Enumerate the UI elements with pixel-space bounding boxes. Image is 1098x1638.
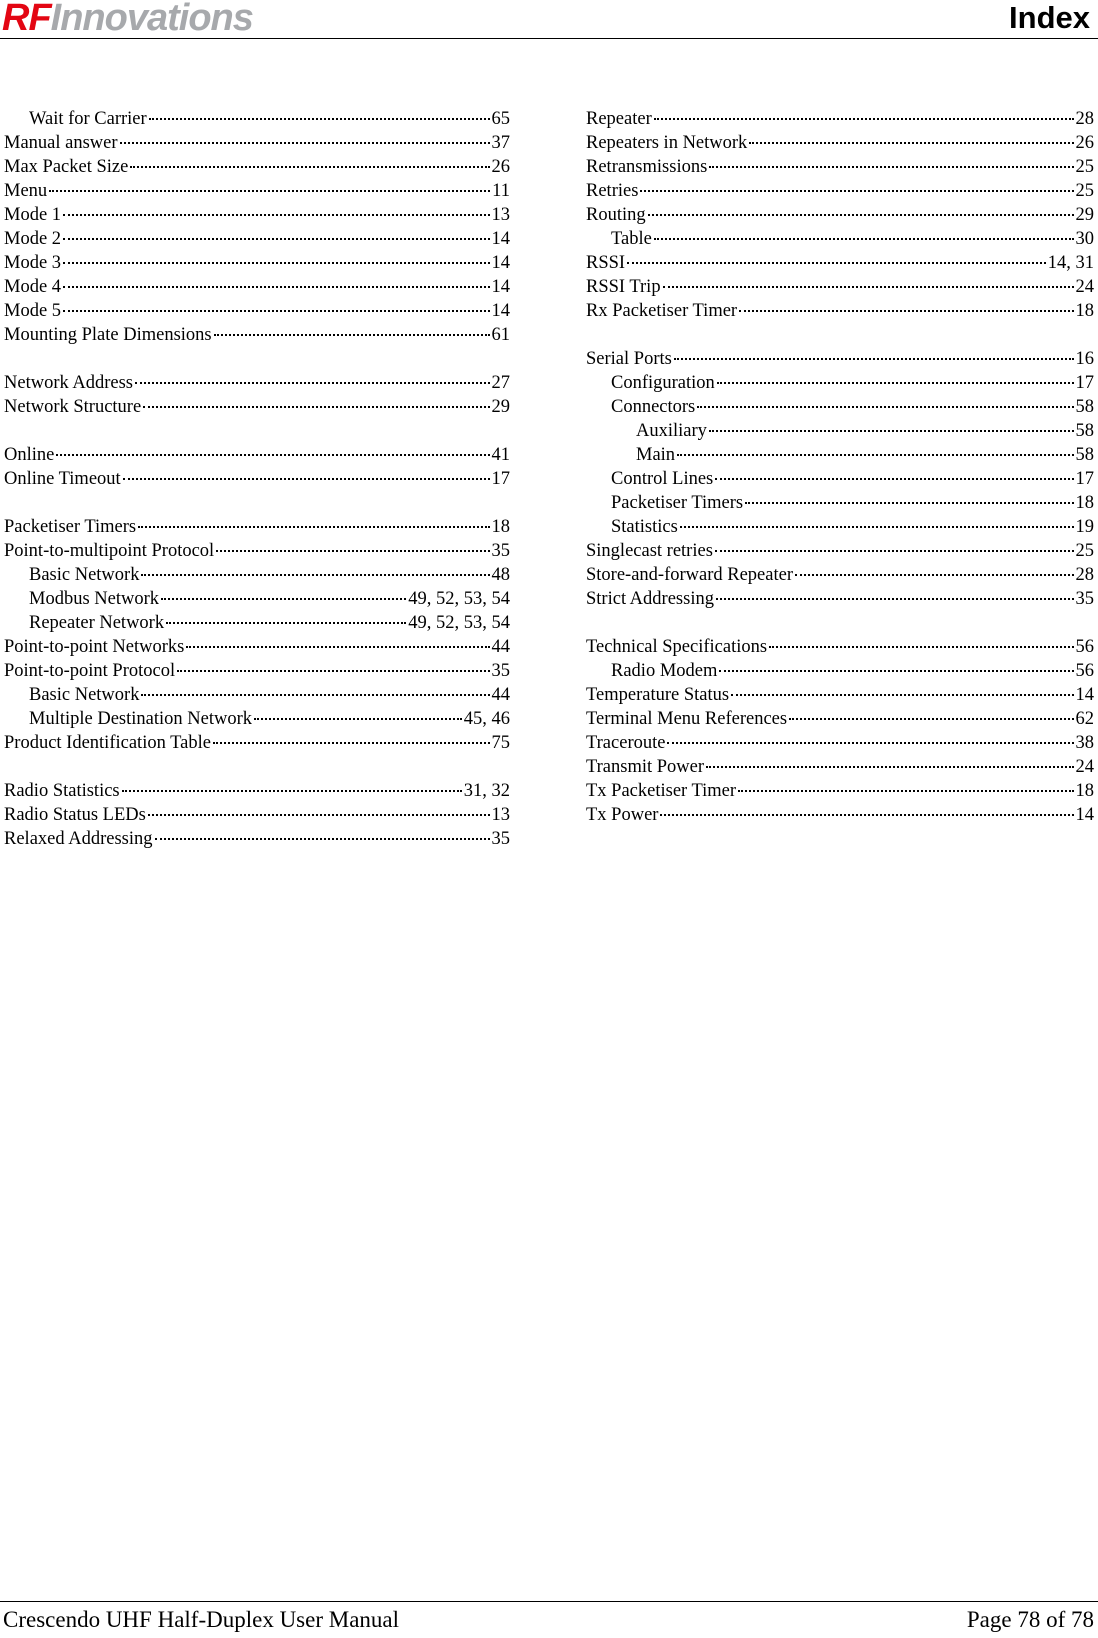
index-term: Product Identification Table (4, 733, 211, 753)
index-term: Basic Network (29, 565, 140, 585)
dot-leader (49, 190, 490, 192)
dot-leader (166, 622, 406, 624)
index-page-numbers: 14 (491, 229, 510, 249)
index-term: Mode 2 (4, 229, 62, 249)
index-page-numbers: 13 (491, 205, 510, 225)
page-title: Index (1009, 0, 1090, 35)
index-entry (4, 635, 510, 659)
index-page-numbers: 30 (1075, 229, 1094, 249)
index-page-numbers: 16 (1075, 349, 1094, 369)
index-page-numbers: 58 (1075, 397, 1094, 417)
index-entry (586, 251, 1094, 275)
dot-leader (63, 262, 489, 264)
index-term: Packetiser Timers (4, 517, 137, 537)
logo-innovations-text: Innovations (50, 0, 253, 39)
index-subentry (4, 587, 510, 611)
index-entry (4, 731, 510, 755)
index-group-spacer (586, 611, 1094, 635)
index-subentry (586, 515, 1094, 539)
index-entry (586, 683, 1094, 707)
index-term: Max Packet Size (4, 157, 129, 177)
index-entry (4, 467, 510, 491)
dot-leader (186, 646, 489, 648)
index-subentry (586, 443, 1094, 467)
index-entry (586, 347, 1094, 371)
dot-leader (141, 574, 489, 576)
index-group-spacer (586, 323, 1094, 347)
index-entry (4, 803, 510, 827)
index-page-numbers: 17 (1075, 373, 1094, 393)
index-entry (4, 779, 510, 803)
index-subentry (586, 419, 1094, 443)
index-term: Radio Status LEDs (4, 805, 146, 825)
dot-leader (120, 142, 490, 144)
dot-leader (149, 118, 490, 120)
index-group-spacer (4, 419, 510, 443)
index-page-numbers: 13 (491, 805, 510, 825)
index-term: Online Timeout (4, 469, 121, 489)
index-group-spacer (4, 491, 510, 515)
dot-leader (709, 166, 1073, 168)
index-term: Network Structure (4, 397, 142, 417)
index-term: Point-to-point Protocol (4, 661, 176, 681)
index-entry (4, 515, 510, 539)
index-subentry (586, 659, 1094, 683)
index-entry (4, 371, 510, 395)
index-page-numbers: 17 (491, 469, 510, 489)
index-page-numbers: 56 (1075, 637, 1094, 657)
index-entry (586, 299, 1094, 323)
dot-leader (769, 646, 1073, 648)
index-entry (586, 203, 1094, 227)
index-subentry (586, 467, 1094, 491)
index-page-numbers: 37 (491, 133, 510, 153)
index-term: Repeater Network (29, 613, 165, 633)
dot-leader (177, 670, 489, 672)
index-page-numbers: 38 (1075, 733, 1094, 753)
index-entry (586, 779, 1094, 803)
index-page-numbers: 24 (1075, 757, 1094, 777)
index-page-numbers: 49, 52, 53, 54 (408, 589, 510, 609)
index-page-numbers: 14, 31 (1047, 253, 1094, 273)
index-term: Menu (4, 181, 48, 201)
logo-rf-text: RF (2, 0, 51, 39)
index-page-numbers: 25 (1075, 541, 1094, 561)
index-entry (4, 299, 510, 323)
dot-leader (56, 454, 489, 456)
dot-leader (130, 166, 489, 168)
index-page-numbers: 62 (1075, 709, 1094, 729)
index-term: Point-to-multipoint Protocol (4, 541, 215, 561)
index-term: Mounting Plate Dimensions (4, 325, 212, 345)
index-term: Radio Statistics (4, 781, 120, 801)
index-page-numbers: 25 (1075, 157, 1094, 177)
dot-leader (122, 790, 462, 792)
index-subentry (4, 707, 510, 731)
index-term: Retries (586, 181, 639, 201)
dot-leader (738, 790, 1073, 792)
index-page-numbers: 24 (1075, 277, 1094, 297)
dot-leader (654, 238, 1074, 240)
index-entry (586, 755, 1094, 779)
index-entry (4, 539, 510, 563)
dot-leader (717, 382, 1074, 384)
index-term: RSSI (586, 253, 626, 273)
index-entry (586, 803, 1094, 827)
dot-leader (123, 478, 490, 480)
index-entry (4, 179, 510, 203)
dot-leader (138, 526, 489, 528)
index-page-numbers: 19 (1075, 517, 1094, 537)
index-term: Point-to-point Networks (4, 637, 185, 657)
index-term: Network Address (4, 373, 133, 393)
index-entry (586, 155, 1094, 179)
dot-leader (731, 694, 1073, 696)
dot-leader (63, 286, 489, 288)
dot-leader (716, 598, 1074, 600)
index-page-numbers: 48 (491, 565, 510, 585)
dot-leader (660, 814, 1073, 816)
index-subentry (586, 491, 1094, 515)
index-term: Configuration (611, 373, 715, 393)
index-page-numbers: 29 (491, 397, 510, 417)
dot-leader (719, 670, 1073, 672)
index-term: Temperature Status (586, 685, 730, 705)
index-page-numbers: 44 (491, 637, 510, 657)
index-column-left (4, 107, 510, 851)
index-term: Modbus Network (29, 589, 160, 609)
index-page-numbers: 75 (491, 733, 510, 753)
index-page-numbers: 14 (491, 301, 510, 321)
index-page-numbers: 25 (1075, 181, 1094, 201)
index-page-numbers: 35 (1075, 589, 1094, 609)
index-page-numbers: 45, 46 (463, 709, 510, 729)
dot-leader (648, 214, 1074, 216)
index-subentry (4, 563, 510, 587)
dot-leader (254, 718, 462, 720)
dot-leader (627, 262, 1046, 264)
index-page-numbers: 28 (1075, 109, 1094, 129)
index-term: Repeaters in Network (586, 133, 748, 153)
index-page-numbers: 17 (1075, 469, 1094, 489)
index-entry (586, 635, 1094, 659)
dot-leader (214, 334, 490, 336)
dot-leader (680, 526, 1074, 528)
dot-leader (216, 550, 489, 552)
dot-leader (697, 406, 1073, 408)
index-entry (4, 155, 510, 179)
index-entry (586, 707, 1094, 731)
index-term: RSSI Trip (586, 277, 661, 297)
index-term: Online (4, 445, 55, 465)
index-page-numbers: 14 (491, 253, 510, 273)
index-entry (586, 275, 1094, 299)
dot-leader (674, 358, 1074, 360)
index-term: Traceroute (586, 733, 666, 753)
dot-leader (667, 742, 1073, 744)
index-term: Mode 1 (4, 205, 62, 225)
index-column-right (586, 107, 1094, 827)
index-page-numbers: 29 (1075, 205, 1094, 225)
index-term: Tx Power (586, 805, 659, 825)
index-entry (4, 227, 510, 251)
index-term: Store-and-forward Repeater (586, 565, 793, 585)
dot-leader (640, 190, 1073, 192)
index-entry (586, 131, 1094, 155)
index-term: Routing (586, 205, 646, 225)
index-entry (4, 251, 510, 275)
dot-leader (749, 142, 1073, 144)
index-term: Singlecast retries (586, 541, 713, 561)
index-entry (4, 659, 510, 683)
index-page-numbers: 26 (1075, 133, 1094, 153)
index-term: Connectors (611, 397, 696, 417)
index-term: Strict Addressing (586, 589, 714, 609)
index-page-numbers: 14 (1075, 685, 1094, 705)
dot-leader (663, 286, 1074, 288)
index-term: Main (636, 445, 676, 465)
dot-leader (161, 598, 406, 600)
index-term: Wait for Carrier (29, 109, 147, 129)
index-page-numbers: 35 (491, 661, 510, 681)
index-term: Control Lines (611, 469, 714, 489)
dot-leader (135, 382, 490, 384)
dot-leader (795, 574, 1074, 576)
index-term: Rx Packetiser Timer (586, 301, 738, 321)
index-term: Statistics (611, 517, 678, 537)
index-page-numbers: 18 (1075, 301, 1094, 321)
index-term: Retransmissions (586, 157, 708, 177)
index-term: Basic Network (29, 685, 140, 705)
company-logo (2, 0, 253, 39)
index-page-numbers: 44 (491, 685, 510, 705)
index-page-numbers: 14 (1075, 805, 1094, 825)
index-term: Radio Modem (611, 661, 718, 681)
dot-leader (789, 718, 1073, 720)
index-page-numbers: 35 (491, 541, 510, 561)
footer-page-number: Page 78 of 78 (966, 1607, 1094, 1632)
index-page-numbers: 35 (491, 829, 510, 849)
dot-leader (739, 310, 1073, 312)
dot-leader (654, 118, 1074, 120)
index-page-numbers: 56 (1075, 661, 1094, 681)
index-entry (586, 539, 1094, 563)
index-subentry (586, 395, 1094, 419)
index-page-numbers: 18 (1075, 781, 1094, 801)
dot-leader (709, 430, 1074, 432)
dot-leader (706, 766, 1073, 768)
index-page-numbers: 26 (491, 157, 510, 177)
index-subentry (586, 371, 1094, 395)
index-entry (4, 323, 510, 347)
index-term: Serial Ports (586, 349, 672, 369)
index-subentry (4, 611, 510, 635)
index-term: Mode 4 (4, 277, 62, 297)
index-entry (586, 179, 1094, 203)
index-page-numbers: 28 (1075, 565, 1094, 585)
index-term: Terminal Menu References (586, 709, 788, 729)
index-term: Tx Packetiser Timer (586, 781, 737, 801)
index-page-numbers: 58 (1075, 421, 1094, 441)
index-page-numbers: 58 (1075, 445, 1094, 465)
index-group-spacer (4, 755, 510, 779)
index-term: Mode 5 (4, 301, 62, 321)
dot-leader (745, 502, 1073, 504)
index-page-numbers: 14 (491, 277, 510, 297)
index-page-numbers: 41 (491, 445, 510, 465)
page-footer (0, 1601, 1098, 1638)
dot-leader (63, 310, 489, 312)
index-page-numbers: 11 (492, 181, 510, 201)
index-entry (586, 107, 1094, 131)
index-entry (586, 563, 1094, 587)
dot-leader (63, 238, 489, 240)
page-header (0, 0, 1098, 39)
index-entry (4, 203, 510, 227)
dot-leader (148, 814, 490, 816)
index-page-numbers: 31, 32 (463, 781, 510, 801)
index-term: Multiple Destination Network (29, 709, 252, 729)
index-page-numbers: 18 (1075, 493, 1094, 513)
dot-leader (63, 214, 489, 216)
index-term: Auxiliary (636, 421, 707, 441)
index-entry (4, 395, 510, 419)
index-page-numbers: 18 (491, 517, 510, 537)
index-group-spacer (4, 347, 510, 371)
index-term: Transmit Power (586, 757, 705, 777)
index-subentry (4, 107, 510, 131)
index-page-numbers: 49, 52, 53, 54 (408, 613, 510, 633)
index-entry (4, 827, 510, 851)
dot-leader (715, 550, 1074, 552)
index-subentry (4, 683, 510, 707)
index-entry (586, 731, 1094, 755)
index-term: Manual answer (4, 133, 118, 153)
index-term: Mode 3 (4, 253, 62, 273)
dot-leader (155, 838, 490, 840)
index-entry (586, 587, 1094, 611)
index-subentry (586, 227, 1094, 251)
index-term: Repeater (586, 109, 652, 129)
index-page-numbers: 27 (491, 373, 510, 393)
index-page-numbers: 65 (491, 109, 510, 129)
dot-leader (677, 454, 1073, 456)
footer-document-title: Crescendo UHF Half-Duplex User Manual (3, 1607, 400, 1632)
index-entry (4, 275, 510, 299)
dot-leader (213, 742, 490, 744)
dot-leader (143, 406, 489, 408)
index-entry (4, 443, 510, 467)
dot-leader (141, 694, 489, 696)
index-term: Table (611, 229, 652, 249)
index-term: Relaxed Addressing (4, 829, 153, 849)
dot-leader (715, 478, 1073, 480)
index-term: Technical Specifications (586, 637, 768, 657)
index-entry (4, 131, 510, 155)
index-page-numbers: 61 (491, 325, 510, 345)
index-term: Packetiser Timers (611, 493, 744, 513)
